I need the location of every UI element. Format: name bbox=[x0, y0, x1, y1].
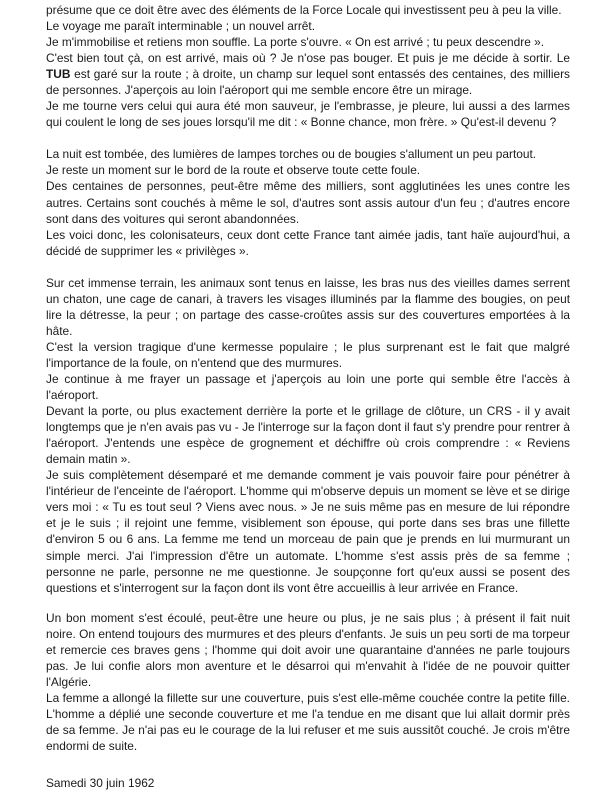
paragraph: Le voyage me paraît interminable ; un nouvel arrêt. bbox=[46, 19, 316, 34]
paragraph: Je m'immobilise et retiens mon souffle. La porte s'ouvre. « On est arrivé ; tu peux descendre ». bbox=[46, 35, 545, 50]
paragraph: Devant la porte, ou plus exactement derrière la porte et le grillage de clôture, un CRS - il y avait longtemps que je n'en avais pas vu - Je l'interroge sur la façon dont il faut s'y prendre pour rentrer à l'aéroport. J'entends une espèce de grognement et déchiffre où crois comprendre : « Reviens demain matin ». bbox=[46, 404, 570, 467]
paragraph: Je me tourne vers celui qui aura été mon sauveur, je l'embrasse, je pleure, lui aussi a des larmes qui coulent le long de ses joues lorsqu'il me dit : « Bonne chance, mon frère. » Qu'est-il devenu ? bbox=[46, 99, 570, 130]
paragraph: Les voici donc, les colonisateurs, ceux dont cette France tant aimée jadis, tant haïe aujourd'hui, a décidé de supprimer les « privilèges ». bbox=[46, 227, 570, 258]
paragraph-spacer bbox=[46, 259, 570, 275]
paragraph-spacer bbox=[46, 596, 570, 610]
paragraph: C'est bien tout çà, on est arrivé, mais où ? Je n'ose pas bouger. Et puis je me décide à sortir. Le TUB est garé sur la route ; à droite, un champ sur lequel sont entassés des centaines, des milliers de personnes. J'aperçois au loin l'aéroport qui me semble encore être un mirage. bbox=[46, 51, 570, 98]
paragraph: Sur cet immense terrain, les animaux sont tenus en laisse, les bras nus des vieilles dames serrent un chaton, une cage de canari, à travers les visages illuminés par la flamme des bougies, on peut lire la détresse, la peur ; on partage des casse-croûtes assis sur des couvertures emportées à la hâte. bbox=[46, 275, 570, 338]
paragraph: présume que ce doit être avec des éléments de la Force Locale qui investissent peu à peu la ville. bbox=[46, 3, 562, 17]
paragraph: La femme a allongé la fillette sur une couverture, puis s'est elle-même couchée contre la petite fille. L'homme a déplié une seconde couverture et me l'a tendue en me disant que lui allait dormir près de sa femme. Je n'ai pas eu le courage de la lui refuser et me suis aussitôt couché. Je crois m'être endormi de suite. bbox=[46, 690, 570, 754]
paragraph: Je continue à me frayer un passage et j'aperçois au loin une porte qui semble être l'accès à l'aéroport. bbox=[46, 371, 570, 403]
date-heading: Samedi 30 juin 1962 bbox=[46, 776, 155, 791]
paragraph: Un bon moment s'est écoulé, peut-être une heure ou plus, je ne sais plus ; à présent il fait nuit noire. On entend toujours des murmures et des pleurs d'enfants. Je suis un peu sorti de ma torpeur et remercie ces braves gens ; l'homme qui doit avoir une quarantaine d'années ne parle toujours pas. Je lui confie alors mon aventure et le désarroi qui m'envahit à l'idée de ne pouvoir quitter l'Algérie. bbox=[46, 610, 570, 689]
paragraph: Je suis complètement désemparé et me demande comment je vais pouvoir faire pour pénétrer à l'intérieur de l'enceinte de l'aéroport. L'homme qui m'observe depuis un moment se lève et se dirige vers moi : « Tu es tout seul ? Viens avec nous. » Je ne suis même pas en mesure de lui répondre et je le suis ; il rejoint une femme, visiblement son épouse, qui porte dans ses bras une fillette d'environ 5 ou 6 ans. La femme me tend un morceau de pain que je prends en lui murmurant un simple merci. J'ai l'impression d'être un automate. L'homme s'est assis près de sa femme ; personne ne parle, personne ne me questionne. Je soupçonne fort qu'eux aussi se posent des questions et s'interrogent sur la façon dont ils vont être accueillis à leur arrivée en France. bbox=[46, 468, 570, 595]
paragraph: La nuit est tombée, des lumières de lampes torches ou de bougies s'allument un peu partout. bbox=[46, 147, 537, 162]
paragraph-spacer bbox=[46, 130, 570, 146]
paragraph: Je reste un moment sur le bord de la route et observe toute cette foule. bbox=[46, 163, 421, 178]
paragraph: Des centaines de personnes, peut-être même des milliers, sont agglutinées les unes contre les autres. Certains sont couchés à même le sol, d'autres sont assis autour d'un feu ; d'autres encore sont dans des voitures qui seront abandonnées. bbox=[46, 179, 570, 226]
paragraph: C'est la version tragique d'une kermesse populaire ; le plus surprenant est le fait que malgré l'importance de la foule, on n'entend que des murmures. bbox=[46, 339, 570, 370]
document-page bbox=[46, 2, 570, 791]
